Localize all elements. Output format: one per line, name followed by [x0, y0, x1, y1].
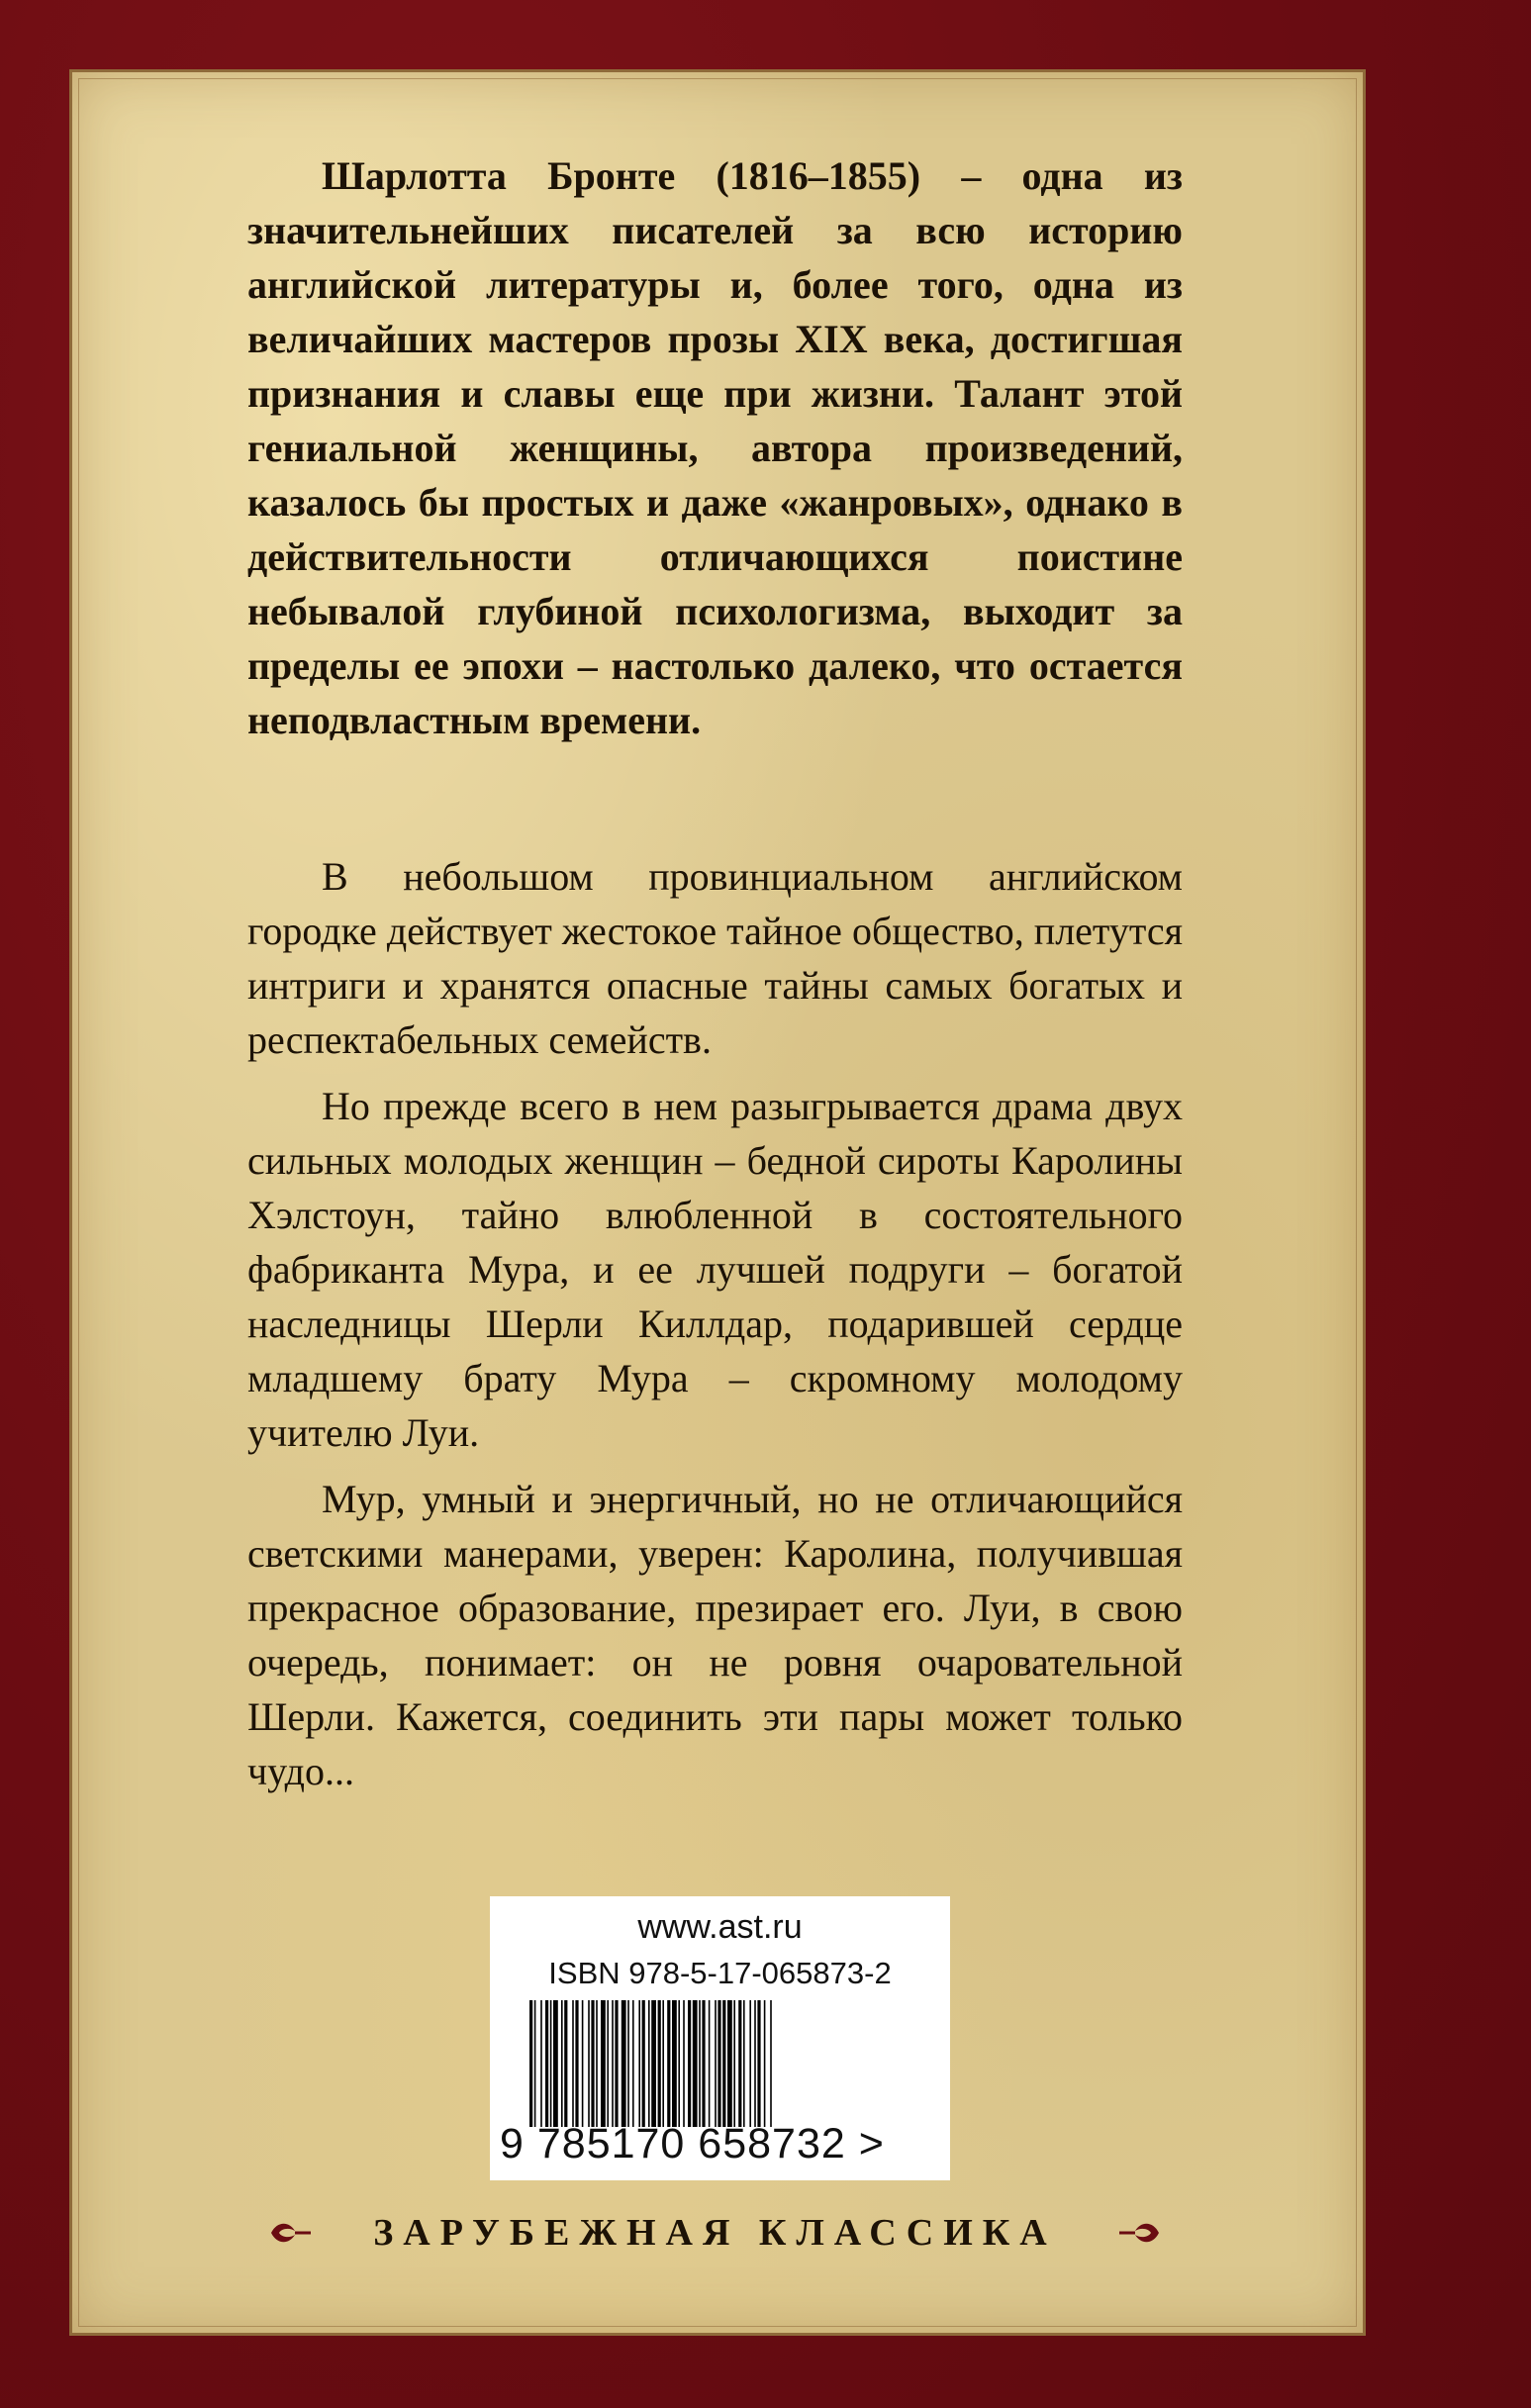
series-title: ЗАРУБЕЖНАЯ КЛАССИКА [373, 2212, 1057, 2254]
barcode-icon [529, 2000, 925, 2127]
synopsis-paragraph: В небольшом провинциальном английском городке действует жестокое тайное общество, плетутся интриги и хранятся опасные тайны самых богатых и респектабельных семейств. [247, 854, 1183, 1062]
fleuron-icon [1117, 2213, 1163, 2253]
synopsis [247, 849, 1183, 1810]
isbn-number: ISBN 978-5-17-065873-2 [548, 1956, 892, 1990]
series-banner [267, 2205, 1163, 2264]
author-bio: Шарлотта Бронте (1816–1855) – одна из значительнейших писателей за всю историю английской литературы и, более того, одна из величайших мастеров прозы XIX века, достигшая признания и славы еще при жизни. Талант этой гениальной женщины, автора произведений, казалось бы простых и даже «жанровых», однако в действительности отличающихся поистине небывалой глубиной психологизма, выходит за пределы ее эпохи – настолько далеко, что остается неподвластным времени. [247, 153, 1183, 742]
synopsis-paragraph: Но прежде всего в нем разыгрывается драма двух сильных молодых женщин – бедной сироты Каролины Хэлстоун, тайно влюбленной в состоятельного фабриканта Мура, и ее лучшей подруги – богатой наследницы Шерли Киллдар, подарившей сердце младшему брату Мура – скромному молодому учителю Луи. [247, 1084, 1183, 1455]
barcode-digits: 9 785170 658732 > [500, 2120, 885, 2167]
publisher-website: www.ast.ru [637, 1908, 803, 1946]
barcode-box [490, 1896, 950, 2180]
synopsis-paragraph: Мур, умный и энергичный, но не отличающийся светскими манерами, уверен: Каролина, получившая прекрасное образование, презирает его. Луи, в свою очередь, понимает: он не ровня очаровательной Шерли. Кажется, соединить эти пары может только чудо... [247, 1477, 1183, 1793]
